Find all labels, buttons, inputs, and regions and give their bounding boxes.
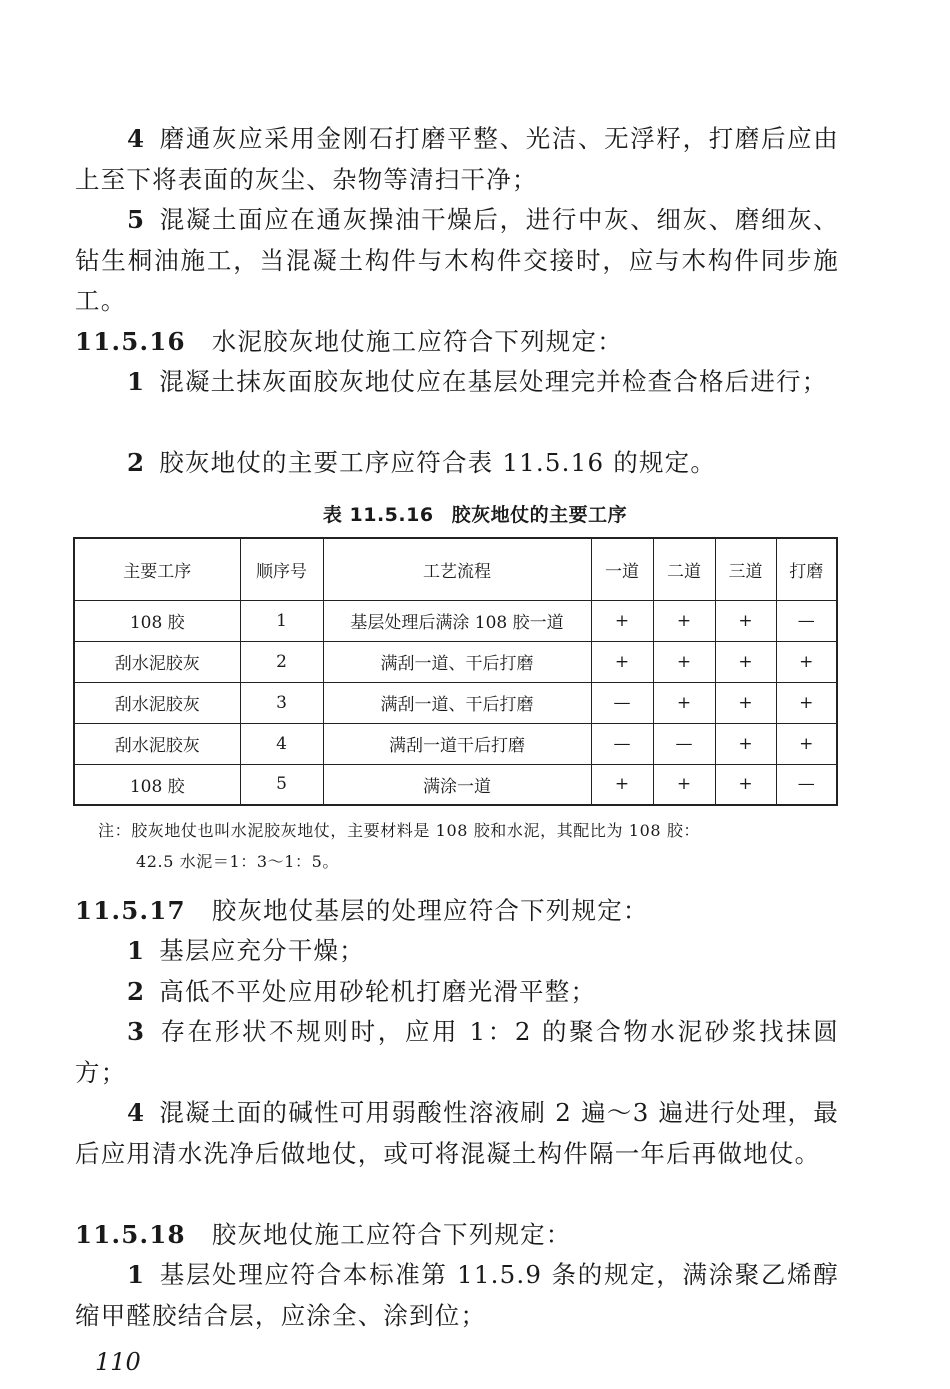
table-cell: + xyxy=(715,682,776,723)
table-cell: + xyxy=(653,641,715,682)
item-number: 1 xyxy=(127,367,146,396)
section-heading-11-5-16 xyxy=(75,322,839,363)
note-line-1: 注：胶灰地仗也叫水泥胶灰地仗，主要材料是 108 胶和水泥，其配比为 108 胶： xyxy=(98,821,701,840)
table-cell: + xyxy=(776,723,837,764)
section-11-5-18-item-1 xyxy=(75,1255,839,1336)
header-cell: 一道 xyxy=(591,538,653,600)
item-number: 4 xyxy=(127,1098,146,1127)
item-number: 2 xyxy=(127,448,146,477)
section-title: 水泥胶灰地仗施工应符合下列规定： xyxy=(211,327,623,356)
table-cell: + xyxy=(653,600,715,641)
item-text: 磨通灰应采用金刚石打磨平整、光洁、无浮籽，打磨后应由上至下将表面的灰尘、杂物等清扫干净； xyxy=(75,124,839,194)
table-cell: + xyxy=(715,600,776,641)
table-cell: 5 xyxy=(240,764,323,805)
section-heading-11-5-18 xyxy=(75,1215,839,1256)
section-number: 11.5.18 xyxy=(75,1220,186,1249)
table-cell: — xyxy=(776,600,837,641)
section-number: 11.5.16 xyxy=(75,327,186,356)
section-number: 11.5.17 xyxy=(75,896,186,925)
item-text: 高低不平处应用砂轮机打磨光滑平整； xyxy=(159,977,597,1006)
table-row xyxy=(74,682,837,723)
table-cell: 满刮一道、干后打磨 xyxy=(323,641,591,682)
item-number: 3 xyxy=(127,1017,146,1046)
section-heading-11-5-17 xyxy=(75,891,839,932)
table-cell: 满刮一道、干后打磨 xyxy=(323,682,591,723)
table-cell: 刮水泥胶灰 xyxy=(74,682,240,723)
table-cell: 刮水泥胶灰 xyxy=(74,641,240,682)
table-header-row xyxy=(74,538,837,600)
section-11-5-16-item-2 xyxy=(75,443,839,484)
table-number: 表 11.5.16 xyxy=(322,504,434,526)
table-cell: 满涂一道 xyxy=(323,764,591,805)
item-text: 混凝土抹灰面胶灰地仗应在基层处理完并检查合格后进行； xyxy=(159,367,828,396)
clause-item-5 xyxy=(75,200,839,322)
table-cell: 3 xyxy=(240,682,323,723)
table-cell: — xyxy=(653,723,715,764)
item-text: 混凝土面应在通灰操油干燥后，进行中灰、细灰、磨细灰、钻生桐油施工，当混凝土构件与木构件交接时，应与木构件同步施工。 xyxy=(75,205,839,315)
table-note xyxy=(98,815,838,877)
item-text: 存在形状不规则时，应用 1：2 的聚合物水泥砂浆找抹圆方； xyxy=(75,1017,839,1087)
table-cell: 1 xyxy=(240,600,323,641)
table-cell: + xyxy=(591,641,653,682)
table-cell: — xyxy=(591,682,653,723)
process-table xyxy=(73,537,838,806)
table-cell: — xyxy=(591,723,653,764)
table-cell: 108 胶 xyxy=(74,764,240,805)
table-cell: + xyxy=(591,764,653,805)
table-cell: + xyxy=(715,764,776,805)
table-cell: + xyxy=(715,723,776,764)
header-cell: 顺序号 xyxy=(240,538,323,600)
header-cell: 工艺流程 xyxy=(323,538,591,600)
table-cell: 刮水泥胶灰 xyxy=(74,723,240,764)
table-cell: 基层处理后满涂 108 胶一道 xyxy=(323,600,591,641)
table-cell: 满刮一道干后打磨 xyxy=(323,723,591,764)
table-cell: + xyxy=(653,682,715,723)
item-text: 基层处理应符合本标准第 11.5.9 条的规定，满涂聚乙烯醇缩甲醛胶结合层，应涂全、涂到位； xyxy=(75,1260,839,1330)
header-cell: 二道 xyxy=(653,538,715,600)
table-cell: + xyxy=(776,682,837,723)
header-cell: 三道 xyxy=(715,538,776,600)
table-cell: 2 xyxy=(240,641,323,682)
table-cell: + xyxy=(653,764,715,805)
header-cell: 主要工序 xyxy=(74,538,240,600)
table-row xyxy=(74,723,837,764)
table-cell: + xyxy=(591,600,653,641)
note-line-2: 42.5 水泥＝1：3～1：5。 xyxy=(136,852,340,871)
clause-item-4 xyxy=(75,119,839,200)
page-number: 110 xyxy=(95,1348,141,1376)
item-text: 胶灰地仗的主要工序应符合表 11.5.16 的规定。 xyxy=(159,448,717,477)
table-row xyxy=(74,641,837,682)
item-number: 4 xyxy=(127,124,146,153)
section-11-5-17-item-3 xyxy=(75,1012,839,1093)
table-cell: — xyxy=(776,764,837,805)
item-text: 基层应充分干燥； xyxy=(159,936,365,965)
section-title: 胶灰地仗施工应符合下列规定： xyxy=(211,1220,572,1249)
table-row xyxy=(74,764,837,805)
table-caption xyxy=(0,500,950,527)
table-title: 胶灰地仗的主要工序 xyxy=(451,504,628,526)
section-11-5-17-item-4 xyxy=(75,1093,839,1174)
section-title: 胶灰地仗基层的处理应符合下列规定： xyxy=(211,896,649,925)
table-cell: + xyxy=(715,641,776,682)
item-number: 2 xyxy=(127,977,146,1006)
section-11-5-17-item-2 xyxy=(75,972,839,1013)
table-cell: + xyxy=(776,641,837,682)
table-row xyxy=(74,600,837,641)
section-11-5-16-item-1 xyxy=(75,362,839,403)
item-number: 5 xyxy=(127,205,146,234)
item-number: 1 xyxy=(127,1260,146,1289)
item-text: 混凝土面的碱性可用弱酸性溶液刷 2 遍～3 遍进行处理，最后应用清水洗净后做地仗，或可将混凝土构件隔一年后再做地仗。 xyxy=(75,1098,839,1168)
section-11-5-17-item-1 xyxy=(75,931,839,972)
header-cell: 打磨 xyxy=(776,538,837,600)
table-cell: 108 胶 xyxy=(74,600,240,641)
table-cell: 4 xyxy=(240,723,323,764)
item-number: 1 xyxy=(127,936,146,965)
